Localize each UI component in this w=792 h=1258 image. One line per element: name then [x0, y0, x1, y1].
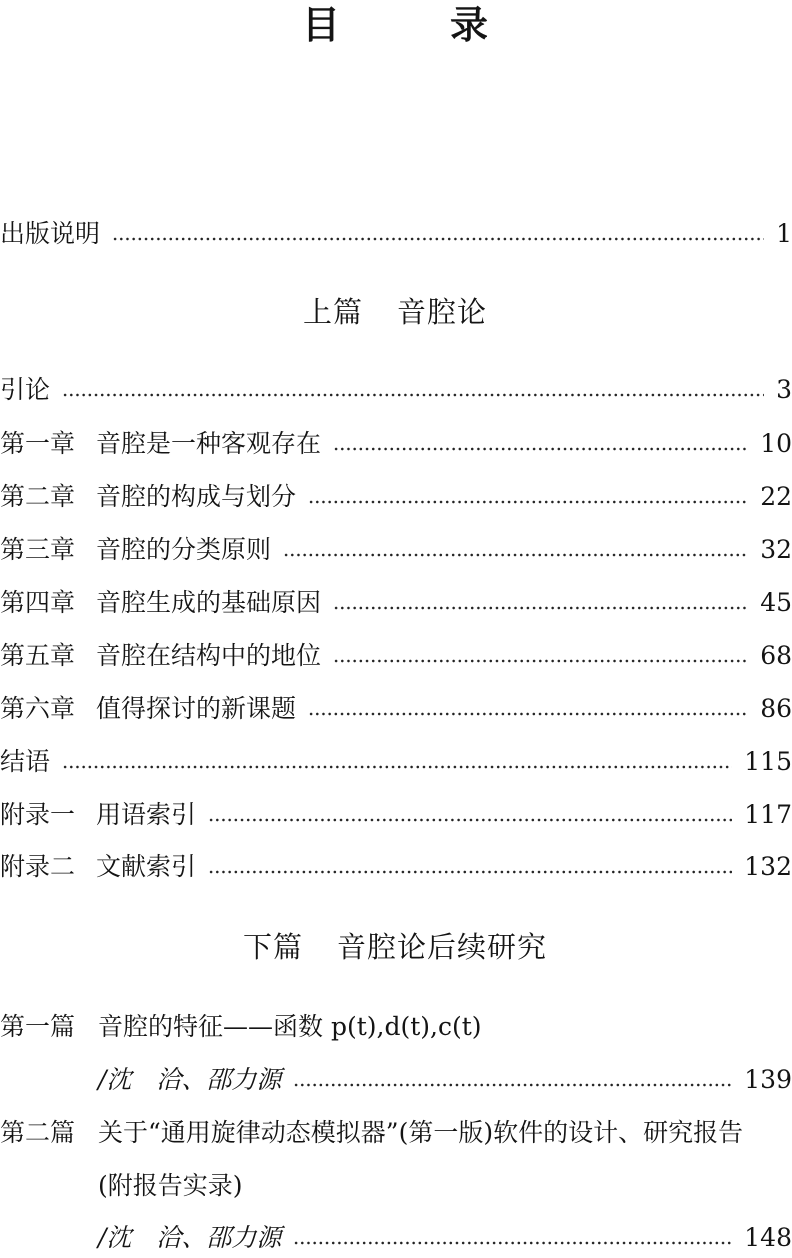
- toc-entry-label: 文献索引: [96, 852, 197, 881]
- article-chapter: 第二篇: [0, 1118, 76, 1147]
- toc-entry-page: 86: [760, 694, 792, 723]
- toc-entry-chapter: 第四章: [0, 588, 76, 617]
- toc-entry-chapter: 第六章: [0, 694, 76, 723]
- toc-entry-page: 1: [776, 219, 792, 248]
- article-title[interactable]: 音腔的特征——函数 p(t),d(t),c(t): [98, 1012, 482, 1041]
- toc-entry[interactable]: [0, 583, 792, 623]
- toc-entry-page: 68: [760, 641, 792, 670]
- toc-entry-label: 音腔在结构中的地位: [96, 641, 322, 670]
- toc-entry-page: 10: [760, 429, 792, 458]
- toc-entry-label: 用语索引: [96, 800, 197, 829]
- toc-entry-page: 139: [744, 1065, 792, 1094]
- toc-entry-label: 音腔是一种客观存在: [96, 429, 322, 458]
- dot-leader: [293, 1082, 732, 1088]
- dot-leader: [293, 1240, 732, 1246]
- toc-entry[interactable]: [0, 742, 792, 782]
- dot-leader: [333, 658, 748, 664]
- toc-entry-label: 音腔生成的基础原因: [96, 588, 322, 617]
- toc-entry-publication-note[interactable]: [0, 214, 792, 254]
- toc-entry-page: 132: [744, 852, 792, 881]
- toc-entry[interactable]: [0, 847, 792, 887]
- toc-author-row[interactable]: [98, 1060, 792, 1100]
- dot-leader: [62, 392, 764, 398]
- toc-entry-label: 音腔的构成与划分: [96, 482, 297, 511]
- article-author: /沈 洽、邵力源: [98, 1065, 282, 1094]
- toc-entry-chapter: 第五章: [0, 641, 76, 670]
- part-heading-1: [0, 290, 790, 334]
- toc-entry[interactable]: [0, 689, 792, 729]
- toc-entry-page: 32: [760, 535, 792, 564]
- toc-entry-chapter: 第一章: [0, 429, 76, 458]
- article-author: /沈 洽、邵力源: [98, 1223, 282, 1252]
- toc-entry[interactable]: [0, 795, 792, 835]
- toc-entry[interactable]: [0, 370, 792, 410]
- part-label: 下篇: [242, 930, 303, 964]
- toc-author-row[interactable]: [98, 1218, 792, 1258]
- dot-leader: [333, 446, 748, 452]
- dot-leader: [308, 711, 748, 717]
- article-title[interactable]: 关于“通用旋律动态模拟器”(第一版)软件的设计、研究报告: [98, 1118, 744, 1147]
- article-title-continued: (附报告实录): [98, 1171, 243, 1200]
- toc-entry-label: 音腔的分类原则: [96, 535, 272, 564]
- toc-entry-chapter: 第二章: [0, 482, 76, 511]
- toc-entry-label: 引论: [0, 375, 51, 404]
- dot-leader: [62, 764, 732, 770]
- part-heading-2: [0, 925, 790, 969]
- dot-leader: [283, 552, 748, 558]
- toc-entry-page: 45: [760, 588, 792, 617]
- toc-entry-chapter: 第三章: [0, 535, 76, 564]
- page-title: 目 录: [301, 2, 524, 47]
- dot-leader: [112, 236, 764, 242]
- dot-leader: [208, 869, 732, 875]
- toc-entry-page: 3: [776, 375, 792, 404]
- part-label: 上篇: [302, 295, 363, 329]
- toc-entry-label: 出版说明: [0, 219, 101, 248]
- toc-entry-page: 148: [744, 1223, 792, 1252]
- toc-entry-page: 117: [744, 800, 792, 829]
- toc-entry-label: 结语: [0, 747, 51, 776]
- toc-entry-page: 115: [744, 747, 792, 776]
- toc-entry-chapter: 附录一: [0, 800, 76, 829]
- dot-leader: [208, 817, 732, 823]
- toc-entry-label: 值得探讨的新课题: [96, 694, 297, 723]
- dot-leader: [308, 499, 748, 505]
- toc-entry[interactable]: [0, 530, 792, 570]
- toc-entry[interactable]: [0, 424, 792, 464]
- article-chapter: 第一篇: [0, 1012, 76, 1041]
- dot-leader: [333, 605, 748, 611]
- toc-entry[interactable]: [0, 477, 792, 517]
- toc-entry[interactable]: [0, 636, 792, 676]
- part-title: 音腔论后续研究: [337, 930, 548, 964]
- toc-entry-chapter: 附录二: [0, 852, 76, 881]
- part-title: 音腔论: [397, 295, 488, 329]
- toc-entry-page: 22: [760, 482, 792, 511]
